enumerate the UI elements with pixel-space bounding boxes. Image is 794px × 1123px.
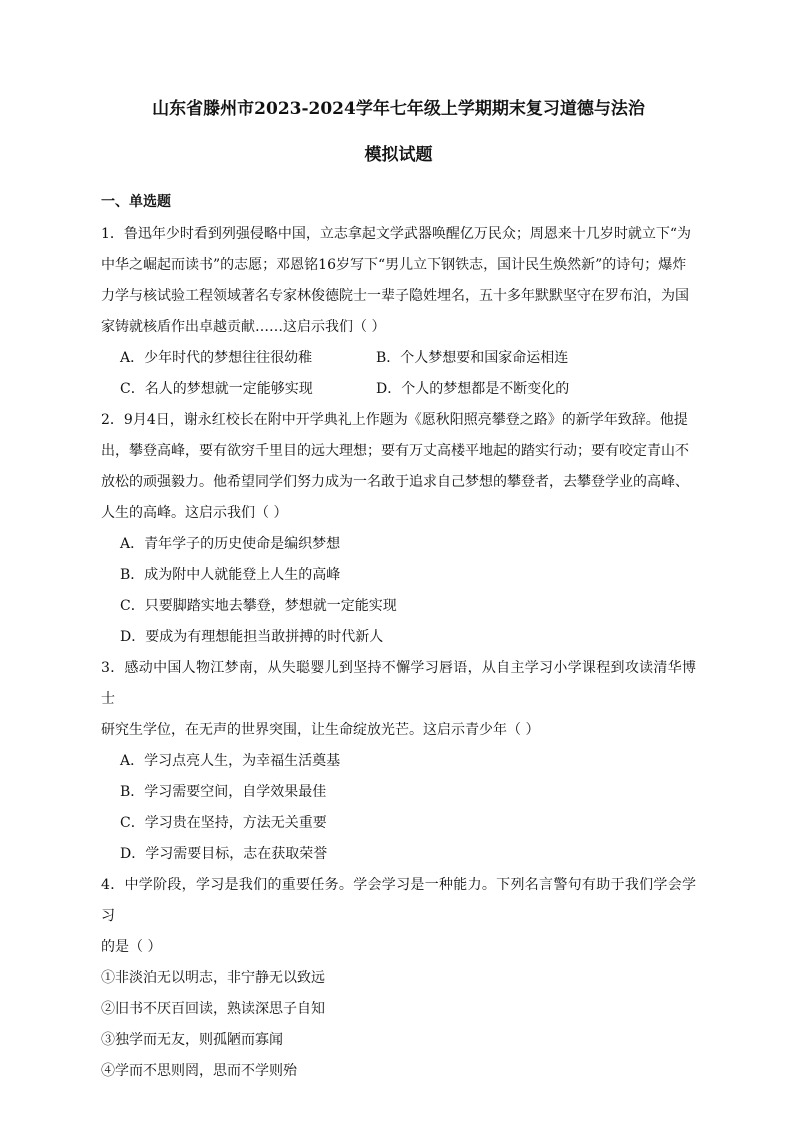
question-4-line-1: 4．中学阶段，学习是我们的重要任务。学会学习是一种能力。下列名言警句有助于我们学会学习 — [101, 877, 696, 924]
question-4-statement-1: ①非淡泊无以明志，非宁静无以致远 — [101, 970, 325, 986]
question-1-option-a: A．少年时代的梦想往往很幼稚 — [120, 350, 313, 366]
question-1-option-d: D．个人的梦想都是不断变化的 — [376, 381, 570, 397]
section-heading: 一、单选题 — [101, 194, 171, 210]
question-2-option-c: C．只要脚踏实地去攀登，梦想就一定能实现 — [120, 598, 397, 614]
question-2-line-3: 放松的顽强毅力。他希望同学们努力成为一名敢于追求自己梦想的攀登者，去攀登学业的高峰、 — [101, 474, 689, 490]
question-2-option-b: B．成为附中人就能登上人生的高峰 — [120, 567, 341, 583]
question-1-option-c: C．名人的梦想就一定能够实现 — [120, 381, 313, 397]
question-4-line-2: 的是（ ） — [101, 939, 162, 955]
question-3-option-c: C．学习贵在坚持，方法无关重要 — [120, 815, 327, 831]
question-4 — [101, 870, 696, 1087]
question-1-line-1: 1．鲁迅年少时看到列强侵略中国，立志拿起文学武器唤醒亿万民众；周恩来十几岁时就立下“为 — [101, 226, 692, 242]
question-4-statement-2: ②旧书不厌百回读，熟读深思子自知 — [101, 1001, 325, 1017]
question-2-option-d: D．要成为有理想能担当敢拼搏的时代新人 — [120, 629, 384, 645]
question-3-option-d: D．学习需要目标，志在获取荣誉 — [120, 846, 328, 862]
question-1 — [101, 219, 696, 405]
question-1-options — [101, 343, 696, 405]
question-3 — [101, 653, 696, 870]
question-2-line-2: 出，攀登高峰，要有欲穷千里目的远大理想；要有万丈高楼平地起的踏实行动；要有咬定青山不 — [101, 443, 689, 459]
question-2-line-4: 人生的高峰。这启示我们（ ） — [101, 505, 288, 521]
question-3-line-1: 3．感动中国人物江梦南，从失聪婴儿到坚持不懈学习唇语，从自主学习小学课程到攻读清华博士 — [101, 660, 696, 707]
question-4-statement-3: ③独学而无友，则孤陋而寡闻 — [101, 1032, 283, 1048]
question-1-option-b: B．个人梦想要和国家命运相连 — [376, 350, 569, 366]
question-1-line-2: 中华之崛起而读书”的志愿；邓恩铭16岁写下“男儿立下钢铁志，国计民生焕然新”的诗句；爆炸 — [101, 257, 687, 273]
document-title-line-1: 山东省滕州市2023-2024学年七年级上学期期末复习道德与法治 — [152, 99, 645, 119]
question-2-line-1: 2．9月4日，谢永红校长在附中开学典礼上作题为《愿秋阳照亮攀登之路》的新学年致辞。他提 — [101, 412, 688, 428]
question-1-line-4: 家铸就核盾作出卓越贡献……这启示我们（ ） — [101, 319, 386, 335]
question-3-option-b: B．学习需要空间，自学效果最佳 — [120, 784, 327, 800]
question-3-option-a: A．学习点亮人生，为幸福生活奠基 — [120, 753, 341, 769]
question-3-line-2: 研究生学位，在无声的世界突围，让生命绽放光芒。这启示青少年（ ） — [101, 722, 540, 738]
question-2-option-a: A．青年学子的历史使命是编织梦想 — [120, 536, 341, 552]
document-title-line-2: 模拟试题 — [364, 145, 433, 165]
question-4-statement-4: ④学而不思则罔，思而不学则殆 — [101, 1063, 297, 1079]
question-1-line-3: 力学与核试验工程领域著名专家林俊德院士一辈子隐姓埋名，五十多年默默坚守在罗布泊，为国 — [101, 288, 689, 304]
question-2 — [101, 405, 696, 653]
